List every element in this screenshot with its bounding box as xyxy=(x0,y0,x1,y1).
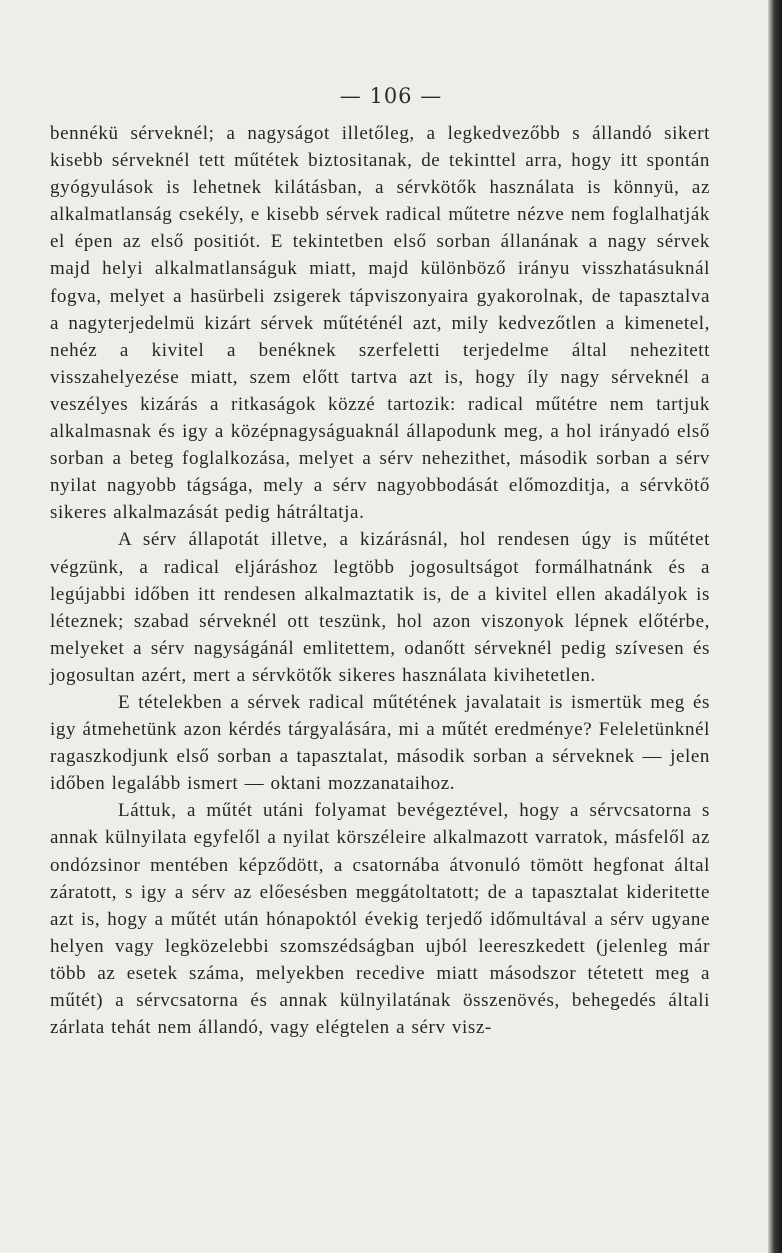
page-number: — 106 — xyxy=(339,84,443,108)
page-edge-shadow xyxy=(768,0,782,1253)
paragraph: E tételekben a sérvek radical műtétének javalatait is ismertük meg és igy átmehetünk azon kérdés tárgyalására, mi a műtét eredménye? Feleletünknél ragaszkodjunk első sorban a tapasztalat, második sorban a sérveknek — jelen időben legalább ismert — oktani mozzanataihoz. xyxy=(50,691,710,795)
paragraph: bennékü sérveknél; a nagyságot illetőleg, a legkedvezőbb s állandó sikert kisebb sérveknél tett műtétek biztositanak, de tekinttel arra, hogy itt spontán gyógyulások is lehetnek kilátásban, a sérvkötők használata is könnyü, az alkalmatlanság csekély, e kisebb sérvek radical műtetre nézve nem foglalhatják el épen az első positiót. E tekintetben első sorban állanának a nagy sérvek majd helyi alkalmatlanságuk miatt, majd különböző irányu visszhatásuknál fogva, melyet a hasürbeli zsigerek tápviszonyaira gyakorolnak, de tapasztalva a nagyterjedelmü kizárt sérvek műtéténél azt, mily kedvezőtlen a kimenetel, nehéz a kivitel a benéknek szerfeletti terjedelme által nehezitett visszahelyezése miatt, szem előtt tartva azt is, hogy íly nagy sérveknél a veszélyes kizárás a ritkaságok közzé tartozik: radical műtétre nem tartjuk alkalmasnak és igy a középnagyságuaknál állapodunk meg, a hol irányadó első sorban a beteg foglalkozása, melyet a sérv nehezithet, második sorban a sérv nyilat nagyobb tágsága, mely a sérv nagyobbodását előmozditja, a sérvkötő sikeres alkalmazását pedig hátráltatja. xyxy=(50,123,710,524)
paragraph: Láttuk, a műtét utáni folyamat bevégeztével, hogy a sérvcsatorna s annak külnyilata egyfelől a nyilat körszéleire alkalmazott varratok, másfelől az ondózsinor mentében képződött, a csatornába átvonuló tömött hegfonat által záratott, s igy a sérv az előesésben meggátoltatott; de a tapasztalat kideritette azt is, hogy a műtét után hónapoktól évekig terjedő időmultával a sérv ugyane helyen vagy legközelebbi szomszédságban ujból leereszkedett (jelenleg már több az esetek száma, melyekben recedive miatt másodszor tétetett meg a műtét) a sérvcsatorna és annak külnyilatának összenövés, behegedés általi zárlata tehát nem állandó, vagy elégtelen a sérv visz- xyxy=(50,800,710,1039)
paragraph: A sérv állapotát illetve, a kizárásnál, hol rendesen úgy is műtétet végzünk, a radical eljáráshoz legtöbb jogosultságot formálhatnánk és a legújabbi időben itt rendesen alkalmaztatik is, de a kivitel ellen akadályok is léteznek; szabad sérveknél ott teszünk, hol azon viszonyok lépnek előtérbe, melyeket a sérv nagyságánál emlitettem, odanőtt sérveknél pedig szívesen és jogosultan azért, mert a sérvkötők sikeres használata kivihetetlen. xyxy=(50,529,710,686)
body-text xyxy=(50,120,710,1041)
